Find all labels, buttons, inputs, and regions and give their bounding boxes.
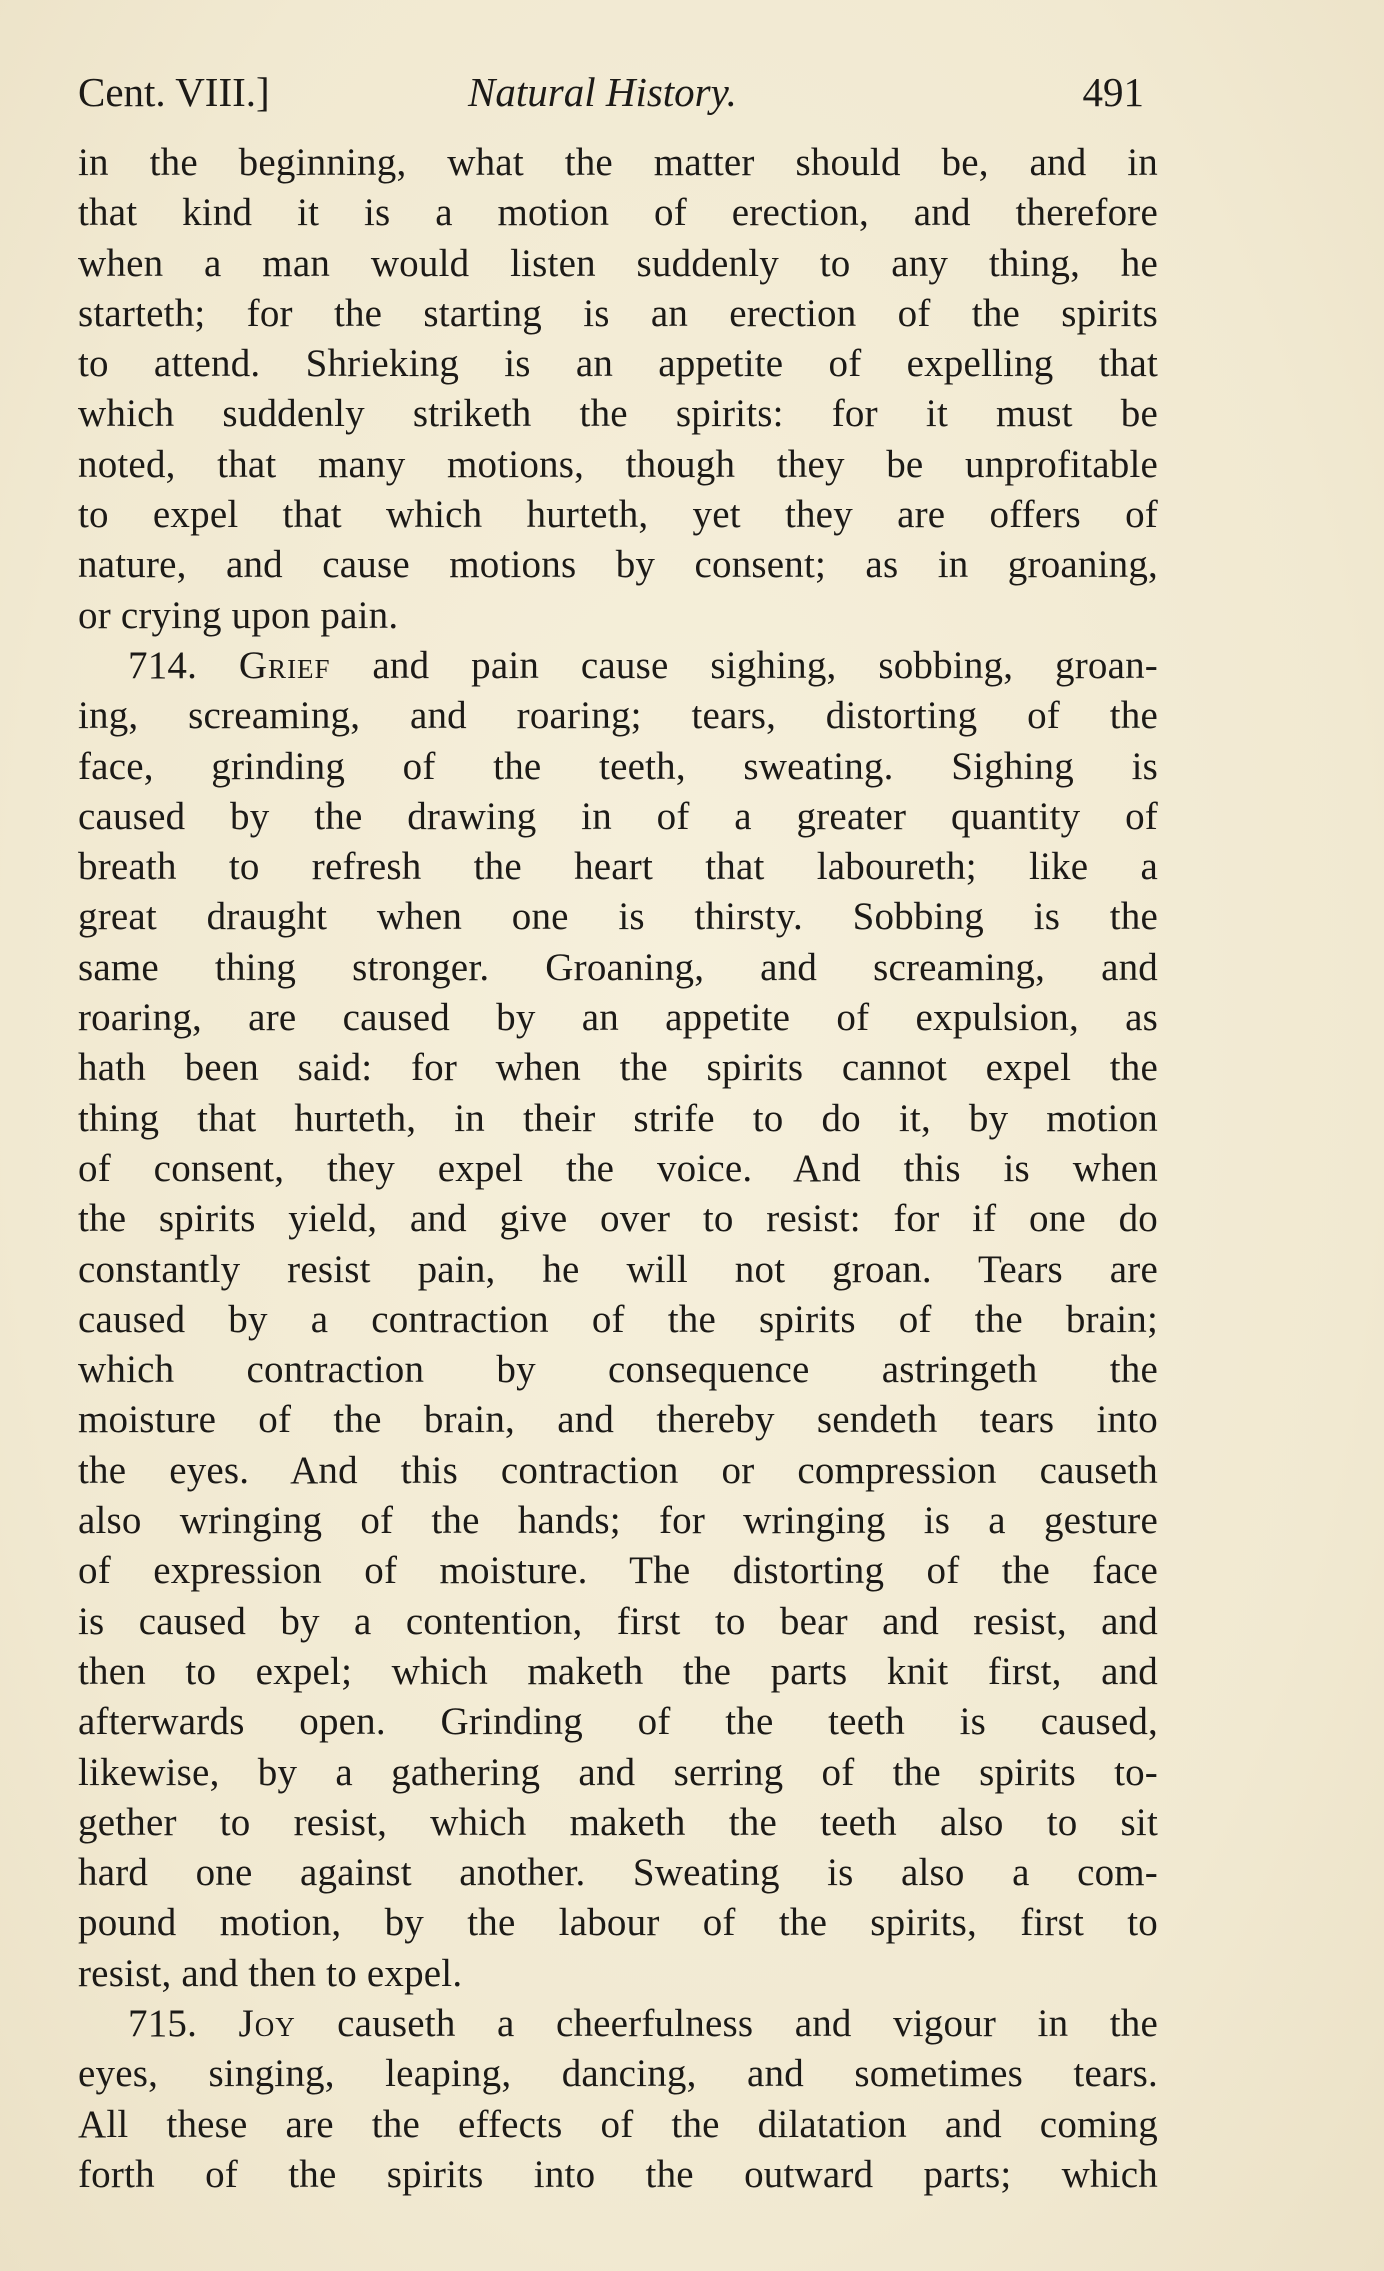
text-line: likewise, by a gathering and serring of the spirits to- [78,1750,1158,1794]
text-line: constantly resist pain, he will not groan. Tears are [78,1247,1158,1291]
text-line: noted, that many motions, though they be unprofitable [78,442,1158,486]
text-line: which contraction by consequence astringeth the [78,1348,1158,1392]
text-line: of consent, they expel the voice. And this is when [78,1146,1158,1190]
text-line: gether to resist, which maketh the teeth also to sit [78,1800,1158,1844]
text-line: in the beginning, what the matter should be, and in [78,141,1158,184]
text-line: pound motion, by the labour of the spirits, first to [78,1901,1158,1945]
text-line: forth of the spirits into the outward parts; which [78,2152,1158,2196]
text-line: great draught when one is thirsty. Sobbing is the [78,895,1158,939]
text-line: hard one against another. Sweating is also a com- [78,1851,1158,1895]
text-line: All these are the effects of the dilatation and coming [78,2102,1158,2146]
text-line: also wringing of the hands; for wringing is a gesture [78,1499,1158,1543]
text-line: resist, and then to expel. [78,1951,463,1995]
text-line: is caused by a contention, first to bear and resist, and [78,1599,1158,1643]
paragraph-715-first-line [78,1999,1158,2049]
text-line: ing, screaming, and roaring; tears, distorting of the [78,694,1158,738]
text-line: then to expel; which maketh the parts knit first, and [78,1649,1158,1693]
paragraph-714-first-line [78,641,1158,691]
text-line: face, grinding of the teeth, sweating. Sighing is [78,744,1158,788]
text-line: which suddenly striketh the spirits: for it must be [78,392,1158,436]
text-line: eyes, singing, leaping, dancing, and sometimes tears. [78,2052,1158,2096]
running-header [78,60,1144,124]
text-line: moisture of the brain, and thereby sendeth tears into [78,1398,1158,1442]
header-chapter: Cent. VIII.] [78,69,270,115]
text-line: afterwards open. Grinding of the teeth is caused, [78,1700,1158,1744]
text-line: the spirits yield, and give over to resist: for if one do [78,1197,1158,1241]
text-line: roaring, are caused by an appetite of expulsion, as [78,996,1158,1040]
text-line: caused by the drawing in of a greater quantity of [78,794,1158,838]
text-line: caused by a contraction of the spirits of the brain; [78,1297,1158,1341]
text-line: when a man would listen suddenly to any thing, he [78,241,1158,285]
paragraph-lead-rest: causeth a cheerfulness and vigour in the [295,2001,1158,2045]
text-line: of expression of moisture. The distorting of the face [78,1549,1158,1593]
page-number: 491 [1082,69,1144,115]
text-line: to expel that which hurteth, yet they are offers of [78,493,1158,537]
text-line: or crying upon pain. [78,593,399,637]
header-title: Natural History. [468,69,737,115]
text-line: hath been said: for when the spirits cannot expel the [78,1046,1158,1090]
text-line: nature, and cause motions by consent; as in groaning, [78,543,1158,587]
paragraph-lead-word: Grief [238,643,331,687]
text-line: thing that hurteth, in their strife to do it, by motion [78,1096,1158,1140]
paragraph-number: 715. [128,2001,198,2045]
paragraph-number: 714. [128,643,198,687]
text-line: starteth; for the starting is an erection of the spirits [78,291,1158,335]
paragraph-lead-word: Joy [238,2001,296,2045]
text-line: that kind it is a motion of erection, and therefore [78,191,1158,235]
text-line: breath to refresh the heart that laboureth; like a [78,845,1158,889]
text-line: the eyes. And this contraction or compression causeth [78,1448,1158,1492]
paragraph-lead-rest: and pain cause sighing, sobbing, groan- [330,643,1158,687]
text-line: to attend. Shrieking is an appetite of expelling that [78,342,1158,386]
text-line: same thing stronger. Groaning, and screaming, and [78,945,1158,989]
body-text [78,138,1158,2200]
